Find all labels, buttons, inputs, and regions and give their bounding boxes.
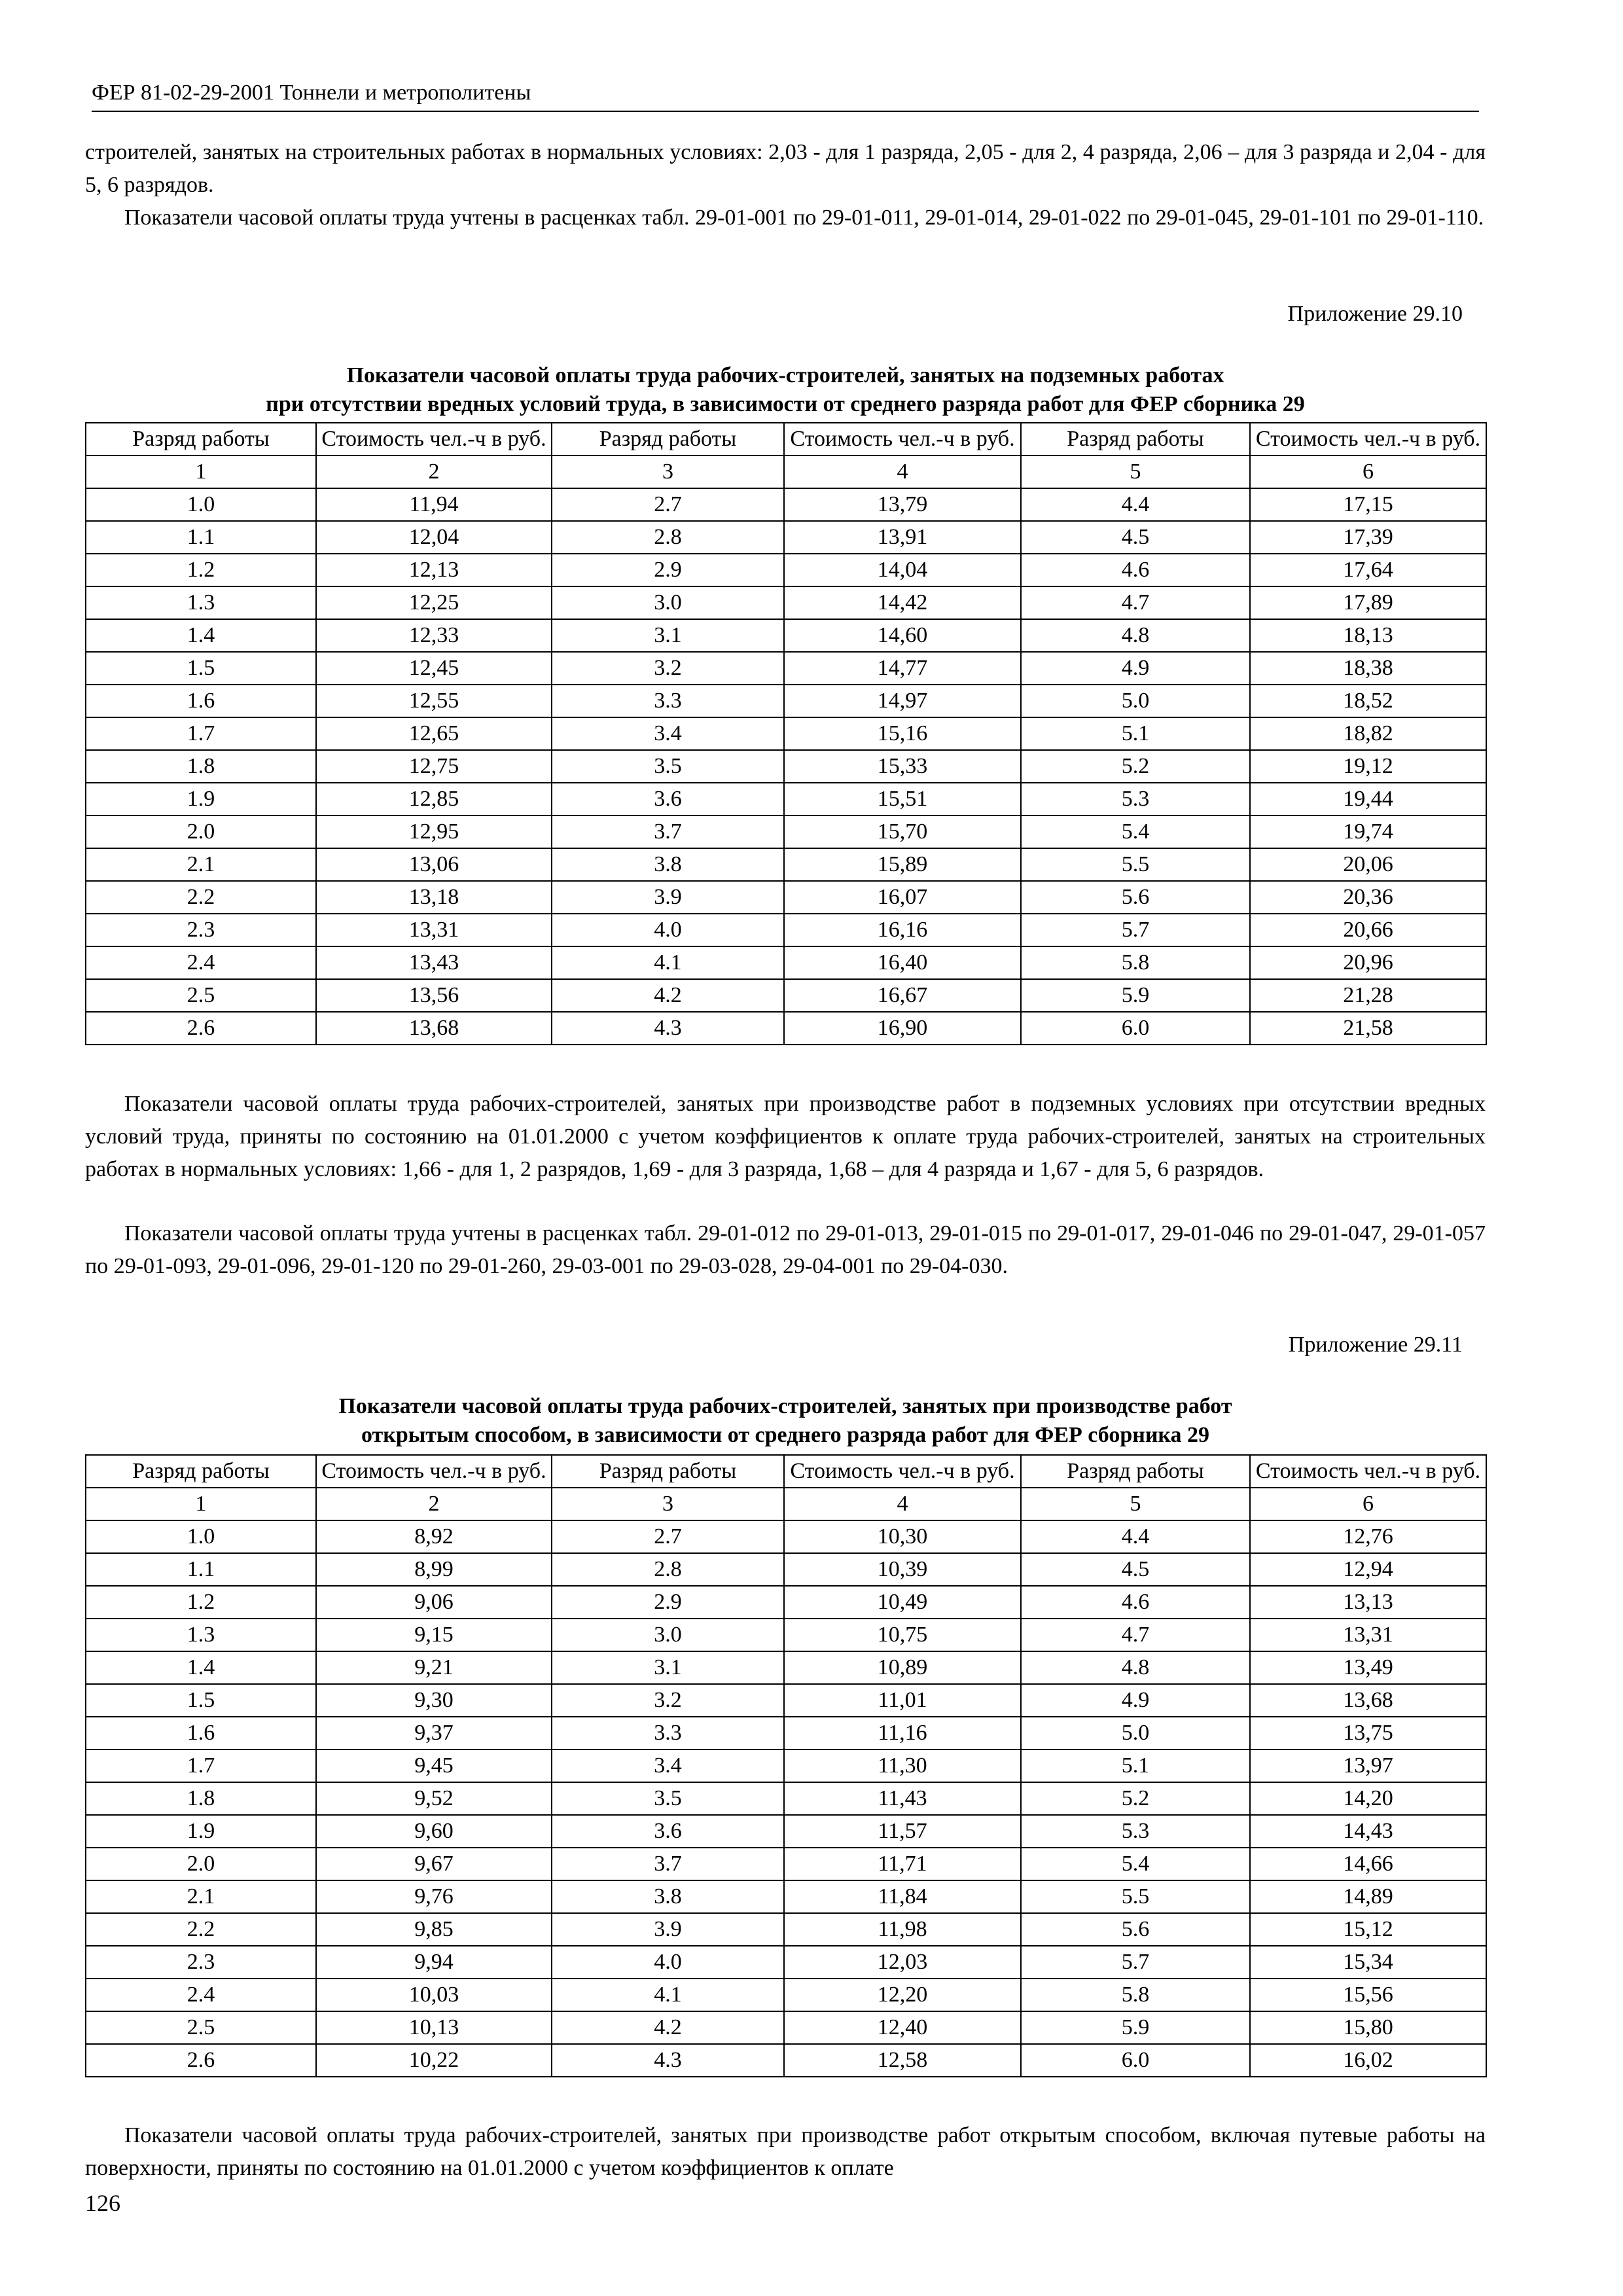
table-cell: 11,01 [784,1684,1021,1717]
table-row [86,1782,1486,1815]
header-cell: Разряд работы [1021,1455,1250,1488]
table-row [86,1012,1486,1045]
column-number-row [86,1488,1486,1520]
appendix-label-29-11: Приложение 29.11 [1288,1333,1463,1357]
rates-table-underground [85,422,1487,1045]
column-number-cell: 4 [784,456,1021,488]
table-cell: 18,82 [1250,717,1486,750]
table-cell: 13,18 [316,881,552,914]
table-cell: 3.7 [552,1848,784,1880]
column-number-row [86,456,1486,488]
table-cell: 3.1 [552,619,784,652]
table-cell: 19,44 [1250,783,1486,816]
table-cell: 17,15 [1250,488,1486,521]
table-cell: 4.8 [1021,619,1250,652]
table-cell: 1.4 [86,619,316,652]
table-cell: 4.4 [1021,488,1250,521]
table-cell: 9,67 [316,1848,552,1880]
table-cell: 4.7 [1021,586,1250,619]
table-cell: 12,25 [316,586,552,619]
table-cell: 9,60 [316,1815,552,1848]
table-cell: 12,20 [784,1979,1021,2011]
table-cell: 20,96 [1250,946,1486,979]
table-cell: 21,58 [1250,1012,1486,1045]
table-cell: 13,68 [316,1012,552,1045]
table-cell: 18,38 [1250,652,1486,685]
table-cell: 1.9 [86,1815,316,1848]
table-row [86,619,1486,652]
table-2-title-line2: открытым способом, в зависимости от среднего разряда работ для ФЕР сборника 29 [361,1423,1209,1447]
table-cell: 4.1 [552,1979,784,2011]
table-row [86,1979,1486,2011]
table-row [86,1717,1486,1749]
table-cell: 14,97 [784,685,1021,717]
table-cell: 1.7 [86,1749,316,1782]
table-1-title [85,361,1486,419]
table-cell: 2.4 [86,946,316,979]
table-cell: 1.0 [86,488,316,521]
table-cell: 5.3 [1021,783,1250,816]
table-cell: 9,76 [316,1880,552,1913]
column-number-cell: 6 [1250,1488,1486,1520]
table-row [86,1684,1486,1717]
table-cell: 10,30 [784,1520,1021,1553]
table-row [86,652,1486,685]
table-cell: 3.2 [552,1684,784,1717]
table-cell: 4.9 [1021,1684,1250,1717]
table-cell: 12,45 [316,652,552,685]
table-cell: 10,39 [784,1553,1021,1586]
table-cell: 4.0 [552,1946,784,1979]
table-row [86,1586,1486,1619]
table-cell: 10,03 [316,1979,552,2011]
table-cell: 20,36 [1250,881,1486,914]
table-cell: 1.8 [86,750,316,783]
table-cell: 3.3 [552,685,784,717]
table-row [86,1651,1486,1684]
table-cell: 18,13 [1250,619,1486,652]
table-cell: 2.0 [86,816,316,848]
table-cell: 15,16 [784,717,1021,750]
table-cell: 11,71 [784,1848,1021,1880]
table-cell: 3.0 [552,586,784,619]
table-cell: 17,39 [1250,521,1486,554]
table-cell: 2.6 [86,1012,316,1045]
table-2-note-paragraph [85,2119,1486,2185]
table-cell: 21,28 [1250,979,1486,1012]
table-cell: 9,52 [316,1782,552,1815]
table-row [86,521,1486,554]
column-number-cell: 4 [784,1488,1021,1520]
table-cell: 13,13 [1250,1586,1486,1619]
table-cell: 1.0 [86,1520,316,1553]
header-cell: Разряд работы [552,1455,784,1488]
table-cell: 15,70 [784,816,1021,848]
table-cell: 4.2 [552,979,784,1012]
table-2-title-line1: Показатели часовой оплаты труда рабочих-строителей, занятых при производстве работ [338,1394,1232,1418]
table-cell: 20,66 [1250,914,1486,946]
table-cell: 3.9 [552,881,784,914]
table-cell: 5.2 [1021,750,1250,783]
table-cell: 4.8 [1021,1651,1250,1684]
intro-paragraph-rates-text: Показатели часовой оплаты труда учтены в расценках табл. 29-01-001 по 29-01-011, 29-01-014, 29-01-022 по 29-01-045, 29-01-101 по 29-01-110. [124,206,1484,230]
table-cell: 14,20 [1250,1782,1486,1815]
table-header-row [86,1455,1486,1488]
table-cell: 4.0 [552,914,784,946]
table-cell: 11,98 [784,1913,1021,1946]
table-cell: 10,49 [784,1586,1021,1619]
table-cell: 1.3 [86,586,316,619]
table-cell: 5.7 [1021,914,1250,946]
table-cell: 13,91 [784,521,1021,554]
table-cell: 16,67 [784,979,1021,1012]
table-cell: 9,15 [316,1619,552,1651]
table-row [86,2044,1486,2077]
table-cell: 3.0 [552,1619,784,1651]
table-cell: 14,43 [1250,1815,1486,1848]
table-1-rates-text: Показатели часовой оплаты труда учтены в расценках табл. 29-01-012 по 29-01-013, 29-01-015 по 29-01-017, 29-01-046 по 29-01-047, 29-01-057 по 29-01-093, 29-01-096, 29-01-120 по 29-01-260, 29-03-001 по 29-03-028, 29-04-001 по 29-04-030. [85,1221,1486,1278]
table-cell: 2.8 [552,521,784,554]
table-cell: 5.9 [1021,2011,1250,2044]
table-cell: 4.6 [1021,554,1250,586]
table-cell: 12,75 [316,750,552,783]
table-cell: 2.3 [86,1946,316,1979]
column-number-cell: 1 [86,456,316,488]
header-cell: Разряд работы [1021,423,1250,456]
table-cell: 15,12 [1250,1913,1486,1946]
table-cell: 14,66 [1250,1848,1486,1880]
table-cell: 1.3 [86,1619,316,1651]
table-cell: 3.6 [552,1815,784,1848]
table-cell: 1.5 [86,652,316,685]
header-cell: Стоимость чел.-ч в руб. [784,1455,1021,1488]
table-cell: 9,30 [316,1684,552,1717]
table-cell: 1.5 [86,1684,316,1717]
table-cell: 2.5 [86,979,316,1012]
table-cell: 1.7 [86,717,316,750]
table-cell: 19,12 [1250,750,1486,783]
table-cell: 16,02 [1250,2044,1486,2077]
table-row [86,783,1486,816]
table-row [86,816,1486,848]
table-cell: 1.1 [86,521,316,554]
column-number-cell: 6 [1250,456,1486,488]
table-cell: 15,33 [784,750,1021,783]
table-cell: 12,55 [316,685,552,717]
table-cell: 1.6 [86,1717,316,1749]
table-1-title-line2: при отсутствии вредных условий труда, в зависимости от среднего разряда работ для ФЕР сборника 29 [266,392,1305,416]
table-cell: 11,94 [316,488,552,521]
table-cell: 20,06 [1250,848,1486,881]
table-cell: 3.6 [552,783,784,816]
table-cell: 5.2 [1021,1782,1250,1815]
table-cell: 4.9 [1021,652,1250,685]
table-cell: 16,90 [784,1012,1021,1045]
table-cell: 5.6 [1021,1913,1250,1946]
table-cell: 2.4 [86,1979,316,2011]
table-cell: 3.3 [552,1717,784,1749]
table-cell: 9,37 [316,1717,552,1749]
table-cell: 1.2 [86,554,316,586]
table-cell: 6.0 [1021,1012,1250,1045]
table-cell: 12,76 [1250,1520,1486,1553]
table-cell: 13,49 [1250,1651,1486,1684]
table-cell: 4.3 [552,2044,784,2077]
table-row [86,1848,1486,1880]
table-cell: 12,58 [784,2044,1021,2077]
table-cell: 15,56 [1250,1979,1486,2011]
table-row [86,881,1486,914]
table-cell: 18,52 [1250,685,1486,717]
table-row [86,946,1486,979]
table-cell: 10,22 [316,2044,552,2077]
table-cell: 9,21 [316,1651,552,1684]
table-cell: 3.8 [552,848,784,881]
table-cell: 14,60 [784,619,1021,652]
table-cell: 5.5 [1021,1880,1250,1913]
table-cell: 6.0 [1021,2044,1250,2077]
header-cell: Стоимость чел.-ч в руб. [316,1455,552,1488]
table-cell: 5.1 [1021,1749,1250,1782]
table-cell: 13,97 [1250,1749,1486,1782]
header-cell: Стоимость чел.-ч в руб. [1250,1455,1486,1488]
table-2-note-text: Показатели часовой оплаты труда рабочих-строителей, занятых при производстве работ открытым способом, включая путевые работы на поверхности, приняты по состоянию на 01.01.2000 с учетом коэффициентов к оплате [85,2123,1486,2180]
table-1-note-text: Показатели часовой оплаты труда рабочих-строителей, занятых при производстве работ в подземных условиях при отсутствии вредных условий труда, приняты по состоянию на 01.01.2000 с учетом коэффициентов к оплате труда рабочих-строителей, занятых на строительных работах в нормальных условиях: 1,66 - для 1, 2 разрядов, 1,69 - для 3 разряда, 1,68 – для 4 разряда и 1,67 - для 5, 6 разрядов. [85,1092,1486,1181]
table-cell: 5.8 [1021,946,1250,979]
header-cell: Стоимость чел.-ч в руб. [316,423,552,456]
table-cell: 11,16 [784,1717,1021,1749]
table-cell: 13,31 [316,914,552,946]
rates-table-open-method [85,1454,1487,2077]
header-cell: Стоимость чел.-ч в руб. [1250,423,1486,456]
table-cell: 1.6 [86,685,316,717]
table-cell: 16,16 [784,914,1021,946]
table-cell: 5.6 [1021,881,1250,914]
table-cell: 3.7 [552,816,784,848]
column-number-cell: 3 [552,456,784,488]
table-cell: 13,79 [784,488,1021,521]
table-cell: 11,30 [784,1749,1021,1782]
table-cell: 1.2 [86,1586,316,1619]
table-cell: 10,89 [784,1651,1021,1684]
table-cell: 3.4 [552,717,784,750]
intro-paragraph-continued: строителей, занятых на строительных работах в нормальных условиях: 2,03 - для 1 разряда, 2,05 - для 2, 4 разряда, 2,06 – для 3 разряда и 2,04 - для 5, 6 разрядов. [85,140,1486,197]
table-cell: 2.6 [86,2044,316,2077]
column-number-cell: 5 [1021,456,1250,488]
table-cell: 4.1 [552,946,784,979]
table-cell: 2.0 [86,1848,316,1880]
table-cell: 2.8 [552,1553,784,1586]
table-1-note-paragraph [85,1088,1486,1186]
table-row [86,1749,1486,1782]
header-cell: Разряд работы [86,423,316,456]
table-cell: 12,40 [784,2011,1021,2044]
table-cell: 16,40 [784,946,1021,979]
table-row [86,914,1486,946]
table-header-row [86,423,1486,456]
table-cell: 5.0 [1021,1717,1250,1749]
running-header: ФЕР 81-02-29-2001 Тоннели и метрополитены [92,75,1479,112]
table-cell: 1.9 [86,783,316,816]
column-number-cell: 2 [316,456,552,488]
table-cell: 2.3 [86,914,316,946]
table-cell: 4.3 [552,1012,784,1045]
table-cell: 14,42 [784,586,1021,619]
table-cell: 19,74 [1250,816,1486,848]
table-cell: 4.5 [1021,521,1250,554]
table-row [86,750,1486,783]
table-row [86,1520,1486,1553]
appendix-label-29-10: Приложение 29.10 [1287,302,1463,326]
table-cell: 15,89 [784,848,1021,881]
table-cell: 8,99 [316,1553,552,1586]
table-1-title-line1: Показатели часовой оплаты труда рабочих-строителей, занятых на подземных работах [346,363,1224,387]
table-cell: 12,03 [784,1946,1021,1979]
table-cell: 14,04 [784,554,1021,586]
header-cell: Разряд работы [86,1455,316,1488]
header-cell: Стоимость чел.-ч в руб. [784,423,1021,456]
table-cell: 10,75 [784,1619,1021,1651]
table-cell: 4.7 [1021,1619,1250,1651]
table-cell: 3.1 [552,1651,784,1684]
table-cell: 15,34 [1250,1946,1486,1979]
table-cell: 13,43 [316,946,552,979]
table-cell: 1.1 [86,1553,316,1586]
column-number-cell: 1 [86,1488,316,1520]
table-cell: 17,89 [1250,586,1486,619]
table-cell: 14,89 [1250,1880,1486,1913]
table-cell: 2.7 [552,488,784,521]
table-cell: 5.4 [1021,1848,1250,1880]
page-number: 126 [85,2190,120,2216]
table-cell: 5.7 [1021,1946,1250,1979]
table-cell: 1.4 [86,1651,316,1684]
table-row [86,848,1486,881]
table-cell: 2.9 [552,1586,784,1619]
table-row [86,554,1486,586]
table-cell: 4.5 [1021,1553,1250,1586]
table-cell: 4.6 [1021,1586,1250,1619]
table-cell: 3.4 [552,1749,784,1782]
table-cell: 8,92 [316,1520,552,1553]
table-cell: 12,65 [316,717,552,750]
table-row [86,2011,1486,2044]
table-cell: 2.5 [86,2011,316,2044]
table-cell: 13,75 [1250,1717,1486,1749]
table-cell: 1.8 [86,1782,316,1815]
table-row [86,685,1486,717]
table-cell: 11,57 [784,1815,1021,1848]
table-cell: 9,94 [316,1946,552,1979]
column-number-cell: 3 [552,1488,784,1520]
table-row [86,1815,1486,1848]
table-cell: 15,51 [784,783,1021,816]
table-row [86,1880,1486,1913]
table-cell: 5.8 [1021,1979,1250,2011]
table-cell: 9,85 [316,1913,552,1946]
table-cell: 3.8 [552,1880,784,1913]
table-cell: 3.9 [552,1913,784,1946]
table-cell: 5.5 [1021,848,1250,881]
table-cell: 13,31 [1250,1619,1486,1651]
table-cell: 12,33 [316,619,552,652]
table-row [86,717,1486,750]
table-cell: 12,04 [316,521,552,554]
table-row [86,488,1486,521]
table-cell: 3.5 [552,1782,784,1815]
table-cell: 2.2 [86,881,316,914]
table-cell: 4.4 [1021,1520,1250,1553]
table-2-title [85,1392,1486,1450]
table-cell: 12,13 [316,554,552,586]
table-cell: 2.9 [552,554,784,586]
table-cell: 14,77 [784,652,1021,685]
table-cell: 12,85 [316,783,552,816]
table-cell: 11,84 [784,1880,1021,1913]
table-row [86,979,1486,1012]
table-cell: 3.5 [552,750,784,783]
table-cell: 5.9 [1021,979,1250,1012]
table-cell: 13,68 [1250,1684,1486,1717]
table-cell: 2.1 [86,848,316,881]
table-cell: 9,45 [316,1749,552,1782]
header-cell: Разряд работы [552,423,784,456]
table-cell: 5.1 [1021,717,1250,750]
intro-paragraph-rates [85,202,1486,234]
table-cell: 13,56 [316,979,552,1012]
table-row [86,586,1486,619]
table-row [86,1913,1486,1946]
table-cell: 11,43 [784,1782,1021,1815]
table-row [86,1553,1486,1586]
table-cell: 5.4 [1021,816,1250,848]
column-number-cell: 2 [316,1488,552,1520]
table-cell: 13,06 [316,848,552,881]
table-1-rates-paragraph [85,1217,1486,1283]
table-cell: 4.2 [552,2011,784,2044]
table-cell: 10,13 [316,2011,552,2044]
table-cell: 5.3 [1021,1815,1250,1848]
table-row [86,1946,1486,1979]
table-cell: 2.2 [86,1913,316,1946]
column-number-cell: 5 [1021,1488,1250,1520]
table-cell: 15,80 [1250,2011,1486,2044]
table-cell: 2.7 [552,1520,784,1553]
table-cell: 3.2 [552,652,784,685]
table-cell: 12,95 [316,816,552,848]
table-cell: 16,07 [784,881,1021,914]
table-row [86,1619,1486,1651]
table-cell: 9,06 [316,1586,552,1619]
table-cell: 12,94 [1250,1553,1486,1586]
table-cell: 2.1 [86,1880,316,1913]
table-cell: 17,64 [1250,554,1486,586]
table-cell: 5.0 [1021,685,1250,717]
